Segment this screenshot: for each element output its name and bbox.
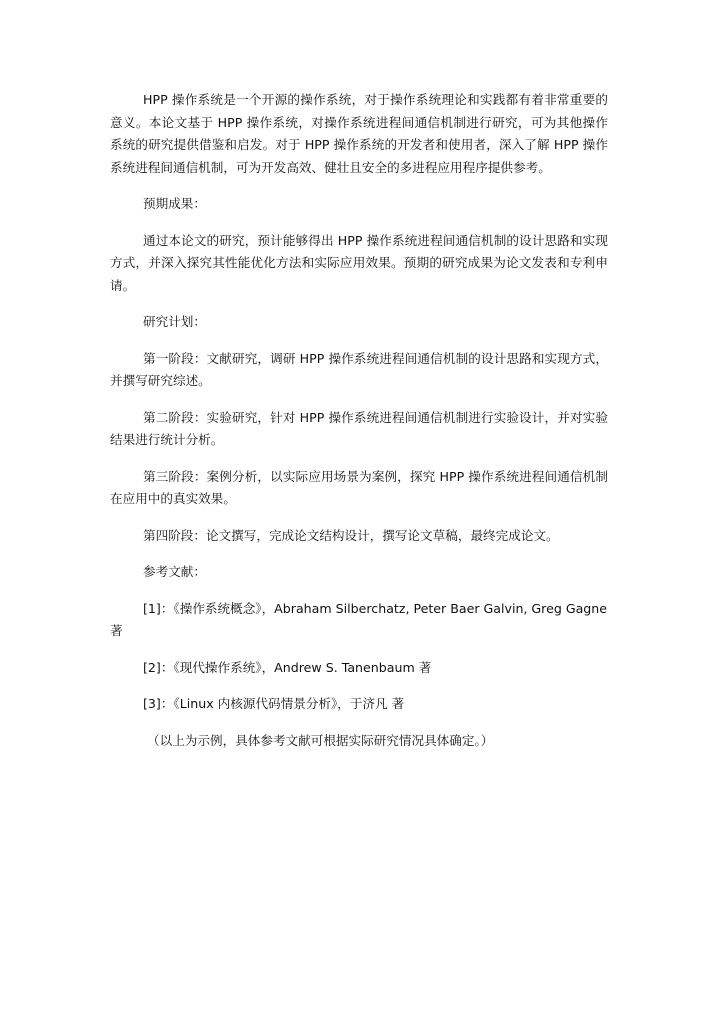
stage-4-paragraph: 第四阶段：论文撰写，完成论文结构设计，撰写论文草稿，最终完成论文。 xyxy=(143,527,559,543)
expected-results-heading: 预期成果： xyxy=(143,196,206,211)
references-heading: 参考文献： xyxy=(143,564,206,579)
reference-2: [2]：《现代操作系统》，Andrew S. Tanenbaum 著 xyxy=(143,659,432,675)
reference-1: [1]：《操作系统概念》，Abraham Silberchatz, Peter Baer Galvin, Greg Gagne 著 xyxy=(110,600,608,638)
document-body xyxy=(110,89,608,752)
stage-3-paragraph: 第三阶段：案例分析，以实际应用场景为案例，探究 HPP 操作系统进程间通信机制在应用中的真实效果。 xyxy=(110,468,608,506)
reference-3: [3]：《Linux 内核源代码情景分析》，于济凡 著 xyxy=(143,696,405,711)
references-note: （以上为示例，具体参考文献可根据实际研究情况具体确定。） xyxy=(147,732,494,748)
expected-results-paragraph: 通过本论文的研究，预计能够得出 HPP 操作系统进程间通信机制的设计思路和实现方式，并深入探究其性能优化方法和实际应用效果。预期的研究成果为论文发表和专利申请。 xyxy=(110,232,608,293)
stage-1-paragraph: 第一阶段：文献研究，调研 HPP 操作系统进程间通信机制的设计思路和实现方式，并撰写研究综述。 xyxy=(110,350,608,388)
intro-paragraph: HPP 操作系统是一个开源的操作系统，对于操作系统理论和实践都有着非常重要的意义。本论文基于 HPP 操作系统，对操作系统进程间通信机制进行研究，可为其他操作系统的研究提供借鉴和启发。对于 HPP 操作系统的开发者和使用者，深入了解 HPP 操作系统进程间通信机制，可为开发高效、健壮且安全的多进程应用程序提供参考。 xyxy=(110,92,608,175)
stage-2-paragraph: 第二阶段：实验研究，针对 HPP 操作系统进程间通信机制进行实验设计，并对实验结果进行统计分析。 xyxy=(110,409,608,447)
research-plan-heading: 研究计划： xyxy=(143,314,206,329)
